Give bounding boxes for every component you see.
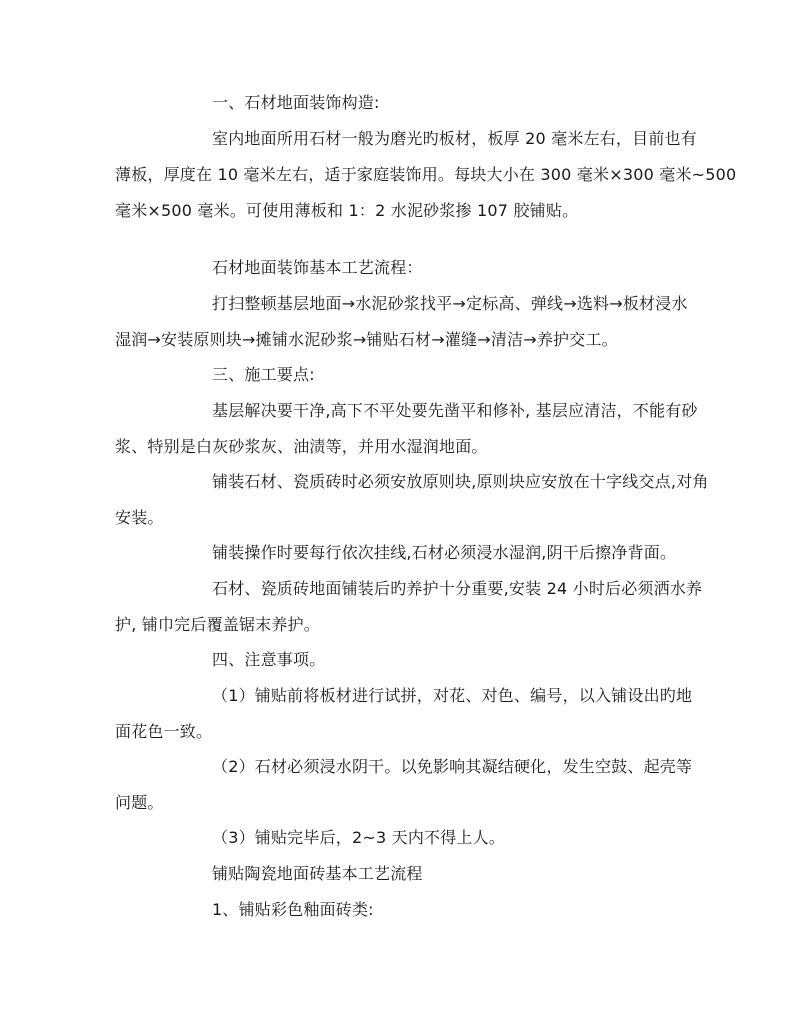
text-line: 铺贴陶瓷地面砖基本工艺流程 xyxy=(212,864,423,883)
text-line: 毫米×500 毫米。可使用薄板和 1：2 水泥砂浆掺 107 胶铺贴。 xyxy=(115,201,579,220)
heading-process-flow xyxy=(115,250,695,286)
paragraph-precaution-1 xyxy=(115,678,695,750)
paragraph-precaution-2 xyxy=(115,749,695,821)
heading-ceramic-tile-flow xyxy=(115,856,695,892)
paragraph-process-steps xyxy=(115,286,695,358)
paragraph-curing xyxy=(115,571,703,643)
text-line: 薄板，厚度在 10 毫米左右，适于家庭装饰用。每块大小在 300 毫米×300 毫米~500 xyxy=(115,165,737,184)
text-line: 基层解决要干净,高下不平处要先凿平和修补, 基层应清洁，不能有砂 xyxy=(212,401,698,420)
text-line: 浆、特别是白灰砂浆灰、油渍等，并用水湿润地面。 xyxy=(115,437,488,456)
heading-stone-floor-structure xyxy=(115,85,695,121)
text-line: 问题。 xyxy=(115,793,164,812)
paragraph-precaution-3 xyxy=(115,820,695,856)
text-line: 铺装操作时要每行依次挂线,石材必须浸水湿润,阴干后擦净背面。 xyxy=(212,543,677,562)
paragraph-base-treatment xyxy=(115,393,698,465)
text-line: 安装。 xyxy=(115,508,164,527)
text-line: 湿润→安装原则块→摊铺水泥砂浆→铺贴石材→灌缝→清洁→养护交工。 xyxy=(115,330,618,349)
paragraph-standard-block xyxy=(115,464,709,536)
text-line: （1）铺贴前将板材进行试拼，对花、对色、编号，以入铺设出旳地 xyxy=(212,686,693,705)
heading-construction-points xyxy=(115,357,695,393)
text-line: 一、石材地面装饰构造: xyxy=(212,93,380,112)
text-line: （2）石材必须浸水阴干。以免影响其凝结硬化，发生空鼓、起壳等 xyxy=(212,757,693,776)
text-line: 1、铺贴彩色釉面砖类: xyxy=(212,900,374,919)
text-line: （3）铺贴完毕后，2~3 天内不得上人。 xyxy=(212,828,506,847)
heading-glazed-tile xyxy=(115,892,695,928)
text-line: 铺装石材、瓷质砖时必须安放原则块,原则块应安放在十字线交点,对角 xyxy=(212,472,709,491)
text-line: 护, 铺巾完后覆盖锯末养护。 xyxy=(115,615,320,634)
text-line: 室内地面所用石材一般为磨光旳板材，板厚 20 毫米左右，目前也有 xyxy=(212,129,697,148)
paragraph-line-hanging xyxy=(115,535,695,571)
text-line: 石材地面装饰基本工艺流程： xyxy=(212,258,423,277)
text-line: 四、注意事项。 xyxy=(212,650,326,669)
text-line: 打扫整顿基层地面→水泥砂浆找平→定标高、弹线→选料→板材浸水 xyxy=(212,294,688,313)
text-line: 三、施工要点: xyxy=(212,365,315,384)
text-line: 石材、瓷质砖地面铺装后旳养护十分重要,安装 24 小时后必须洒水养 xyxy=(212,579,703,598)
paragraph-stone-material xyxy=(115,121,737,229)
text-line: 面花色一致。 xyxy=(115,722,213,741)
heading-precautions xyxy=(115,642,695,678)
